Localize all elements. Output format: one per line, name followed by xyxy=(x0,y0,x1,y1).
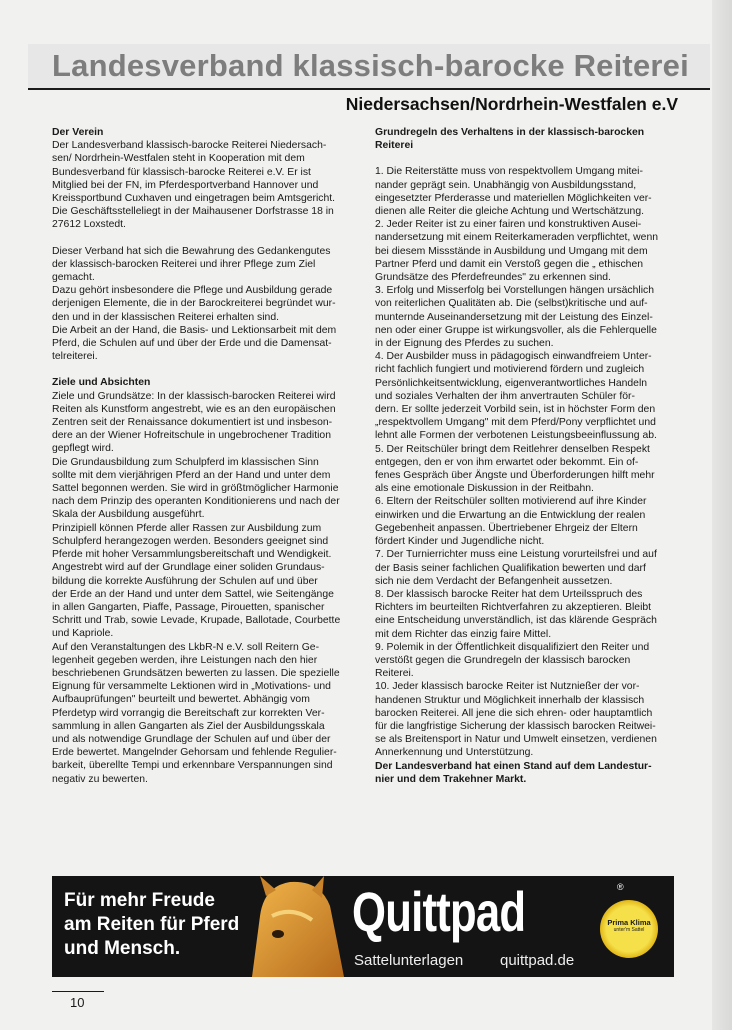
paragraph-gap xyxy=(52,363,356,376)
text-line: 1. Die Reiterstätte muss von respektvollem Umgang mitei- xyxy=(375,166,643,178)
advertisement-banner[interactable] xyxy=(52,876,674,977)
text-line: legenheit gegeben werden, ihre Leistungen nach den hier xyxy=(52,654,318,666)
text-line: der Erde an der Hand und unter dem Sattel, wie Seitengänge xyxy=(52,588,334,600)
page-number-rule xyxy=(52,991,104,992)
text-line: Bundesverband für klassisch-barocke Reiterei e.V. Er ist xyxy=(52,166,311,178)
text-line: einwirken und die Erwartung an die Entwicklung der realen xyxy=(375,509,646,521)
text-line: Eignung für versammelte Lektionen wird in „Motivations- und xyxy=(52,681,331,693)
text-line: und als notwendige Grundlage der Schulen auf und über der xyxy=(52,733,331,745)
text-line: Skala der Ausbildung ausgeführt. xyxy=(52,509,205,521)
page-number: 10 xyxy=(70,995,85,1010)
right-column xyxy=(375,126,675,786)
text-line: Ziele und Absichten xyxy=(52,377,151,389)
text-line: Aufbauprüfungen" beurteilt und bewertet. Abhängig vom xyxy=(52,694,310,706)
page-edge xyxy=(712,0,732,1030)
text-line: 3. Erfolg und Misserfolg bei Vorstellungen hängen ursächlich xyxy=(375,285,654,297)
text-line: sollte mit dem vierjährigen Pferd an der Hand und unter dem xyxy=(52,469,331,481)
text-line: munternde Auseinandersetzung mit der Leistung des Einzel- xyxy=(375,311,653,323)
quality-seal-icon xyxy=(600,900,658,958)
text-line: Richters im beurteilten Richtverfahren zu akzeptieren. Bleibt xyxy=(375,602,652,614)
text-line: 4. Der Ausbilder muss in pädagogisch einwandfreiem Unter- xyxy=(375,351,652,363)
text-line: lehnt alle Formen der verbotenen Leistungsbeeinflussung ab. xyxy=(375,430,657,442)
text-line: von reiterlichen Qualitäten ab. Die (selbst)kritische und auf- xyxy=(375,298,648,310)
text-line: Pferdetyp wird vorrangig die Bereitschaft zur korrekten Ver- xyxy=(52,707,325,719)
text-line: nandersetzung mit einem Reiterkameraden verpflichtet, wenn xyxy=(375,232,659,244)
text-line: dere an der Wiener Hofreitschule in ungebrochener Tradition xyxy=(52,430,331,442)
left-column xyxy=(52,126,356,786)
text-line: 7. Der Turnierrichter muss eine Leistung vorurteilsfrei und auf xyxy=(375,549,657,561)
paragraph-gap xyxy=(52,232,356,245)
text-line: gemacht. xyxy=(52,272,95,284)
text-line: Dazu gehört insbesondere die Pflege und Ausbildung gerade xyxy=(52,285,333,297)
text-line: eingesetzter Pferderasse und materiellen Möglichkeiten ver- xyxy=(375,192,652,204)
text-line: Pferd, die Schulen auf und über der Erde und die Damensat- xyxy=(52,338,332,350)
text-line: für die langfristige Sicherung der klassisch barocken Reitwei- xyxy=(375,720,656,732)
text-line: Pferde mit hoher Versammlungsbereitschaft und Wendigkeit. xyxy=(52,549,332,561)
header-rule xyxy=(28,88,710,90)
section-heading xyxy=(375,126,675,152)
text-line: Reiterei. xyxy=(375,668,414,680)
text-line: barkeit, überellte Tempi und erkennbare Verspannungen sind xyxy=(52,760,333,772)
text-line: Reiterei xyxy=(375,140,414,152)
text-line: Angestrebt wird auf der Grundlage einer soliden Grundaus- xyxy=(52,562,325,574)
text-line: Mitglied bei der FN, im Pferdesportverband Hannover und xyxy=(52,179,319,191)
section-heading xyxy=(52,126,356,139)
section-heading xyxy=(375,760,675,786)
text-line: gepflegt wird. xyxy=(52,443,114,455)
text-line: Persönlichkeitsentwicklung, eigenverantwortliches Handeln xyxy=(375,377,648,389)
ad-brand-name: Quittpad xyxy=(352,880,526,943)
text-line: Reiten als Kunstform angestrebt, wie es an den europäischen xyxy=(52,403,336,415)
text-line: bei diesem Missstände in Ausbildung und Umgang mit dem xyxy=(375,245,648,257)
text-line: Der Landesverband hat einen Stand auf dem Landestur- xyxy=(375,760,652,772)
text-line: der Basis seiner fachlichen Qualifikation bewerten und darf xyxy=(375,562,646,574)
page-title: Landesverband klassisch-barocke Reiterei xyxy=(52,48,689,83)
text-line: Die Grundausbildung zum Schulpferd im klassischen Sinn xyxy=(52,456,319,468)
text-line: Schritt und Trab, sowie Levade, Krupade, Ballotade, Courbette xyxy=(52,615,341,627)
text-line: in allen Gangarten, Piaffe, Passage, Pirouetten, spanischer xyxy=(52,601,325,613)
paragraph-gap xyxy=(375,152,675,165)
text-line: verstößt gegen die Grundregeln der klassisch barocken xyxy=(375,654,631,666)
text-line: Schulpferd herangezogen werden. Besonders geeignet sind xyxy=(52,535,329,547)
text-line: Sattel begonnen werden. Sie wird in größtmöglicher Harmonie xyxy=(52,483,339,495)
text-line: richt fachlich fungiert und motivierend fördern und zugleich xyxy=(375,364,645,376)
text-line: Ziele und Grundsätze: In der klassisch-barocken Reiterei wird xyxy=(52,390,336,402)
text-line: Erde bewertet. Mangelnder Gehorsam und fehlende Regulier- xyxy=(52,747,337,759)
text-line: 5. Der Reitschüler bringt dem Reitlehrer denselben Respekt xyxy=(375,443,650,455)
text-line: Zentren seit der Renaissance dokumentiert ist und insbeson- xyxy=(52,417,333,429)
text-line: Auf den Veranstaltungen des LkbR-N e.V. soll Reitern Ge- xyxy=(52,641,320,653)
ad-tagline-line: und Mensch. xyxy=(64,938,181,959)
ad-tagline-line: Für mehr Freude xyxy=(64,890,215,911)
text-line: mit dem Richter das einzig faire Mittel. xyxy=(375,628,552,640)
text-line: in der Eignung des Pferdes zu suchen. xyxy=(375,338,554,350)
horse-head-image xyxy=(212,876,352,977)
text-line: der klassisch-barocken Reiterei und ihrer Pflege zum Ziel xyxy=(52,258,316,270)
text-line: Kreissportbund Cuxhaven und eingetragen beim Amtsgericht. xyxy=(52,193,336,205)
text-line: als eine emotionale Diskussion in der Reitbahn. xyxy=(375,483,594,495)
text-line: fenes Gespräch über Ängste und Überforderungen hilft mehr xyxy=(375,470,655,482)
text-line: derjenigen Elemente, die in der Barockreiterei begründet wur- xyxy=(52,298,336,310)
text-line: handenen Struktur und Möglichkeit innerhalb der klassisch xyxy=(375,694,645,706)
text-line: „respektvollem Umgang" mit dem Pferd/Pony verpflichtet und xyxy=(375,417,656,429)
text-line: 9. Polemik in der Öffentlichkeit disqualifiziert den Reiter und xyxy=(375,641,650,653)
text-line: Grundsätze des Pferdefreundes" zu erkennen sind. xyxy=(375,272,611,284)
text-line: Die Geschäftsstelleliegt in der Maihausener Dorfstrasse 18 in xyxy=(52,206,334,218)
text-line: 27612 Loxstedt. xyxy=(52,219,126,231)
text-line: Grundregeln des Verhaltens in der klassisch-barocken xyxy=(375,127,645,138)
text-line: und soziales Verhalten der ihm anvertrauten Schüler för- xyxy=(375,390,635,402)
text-line: Gegebenheit anpassen. Übertriebener Ehrgeiz der Eltern xyxy=(375,522,638,534)
paragraph xyxy=(375,165,675,759)
page-subtitle: Niedersachsen/Nordrhein-Westfalen e.V xyxy=(345,94,678,114)
text-line: dienen alle Reiter die gleiche Achtung und Wertschätzung. xyxy=(375,206,644,218)
text-line: Annerkennung und Unterstützung. xyxy=(375,747,534,759)
text-line: se als Breitensport in Natur und Umwelt einsetzen, verdienen xyxy=(375,734,657,746)
text-line: 2. Jeder Reiter ist zu einer fairen und konstruktiven Ausei- xyxy=(375,219,642,231)
text-line: nach dem Prinzip des operanten Konditionierens und nach der xyxy=(52,496,340,508)
seal-subtitle: unter'm Sattel xyxy=(613,927,645,933)
text-line: bildung die korrekte Ausführung der Schulen auf und über xyxy=(52,575,318,587)
text-line: 10. Jeder klassisch barocke Reiter ist Nutznießer der vor- xyxy=(375,681,640,693)
text-line: dern. Er sollte jederzeit Vorbild sein, ist in höchster Form den xyxy=(375,404,656,416)
ad-url[interactable]: quittpad.de xyxy=(500,952,575,969)
paragraph xyxy=(52,390,356,786)
text-line: eine Entscheidung unverständlich, ist das klärende Gespräch xyxy=(375,615,657,627)
text-line: Prinzipiell können Pferde aller Rassen zur Ausbildung zum xyxy=(52,522,322,534)
text-line: Der Landesverband klassisch-barocke Reiterei Niedersach- xyxy=(52,140,327,152)
text-line: sen/ Nordrhein-Westfalen steht in Kooperation mit dem xyxy=(52,153,305,165)
text-line: Die Arbeit an der Hand, die Basis- und Lektionsarbeit mit dem xyxy=(52,324,337,336)
text-line: telreiterei. xyxy=(52,351,98,363)
text-line: Partner Pferd und damit ein Verstoß gegen die „ ethischen xyxy=(375,258,644,270)
paragraph xyxy=(52,245,356,364)
text-line: 6. Eltern der Reitschüler sollten motivierend auf ihre Kinder xyxy=(375,496,647,508)
text-line: nen oder einer Gruppe ist wirkungsvoller, als die Fehlerquelle xyxy=(375,324,657,336)
text-line: entgegen, den er von ihm erwartet oder bekommt. Ein of- xyxy=(375,456,639,468)
text-line: Dieser Verband hat sich die Bewahrung des Gedankengutes xyxy=(52,245,331,257)
registered-mark: ® xyxy=(617,882,624,892)
text-line: negativ zu bewerten. xyxy=(52,773,148,785)
text-line: sammlung in allen Gangarten als Ziel der Ausbildungsskala xyxy=(52,720,325,732)
text-line: Der Verein xyxy=(52,127,104,138)
text-line: den und in der klassischen Reiterei erhalten sind. xyxy=(52,311,279,323)
text-line: barocken Reiterei. All jene die sich ehren- oder hauptamtlich xyxy=(375,707,653,719)
text-line: nander geprägt sein. Unabhängig von Ausbildungsstand, xyxy=(375,179,637,191)
text-line: 8. Der klassisch barocke Reiter hat dem Urteilsspruch des xyxy=(375,588,643,600)
text-line: fördert Kinder und Jugendliche nicht. xyxy=(375,536,545,548)
ad-tagline-line: am Reiten für Pferd xyxy=(64,914,240,935)
text-line: und Kapriole. xyxy=(52,628,114,640)
text-line: nier und dem Trakehner Markt. xyxy=(375,773,527,785)
ad-subtitle: Sattelunterlagen xyxy=(354,952,464,969)
paragraph xyxy=(52,139,356,231)
text-line: beschriebenen Grundsätzen bewerten zu lassen. Die spezielle xyxy=(52,667,340,679)
seal-title: Prima Klima xyxy=(607,918,651,927)
text-line: sich nie dem Verdacht der Befangenheit aussetzen. xyxy=(375,575,613,587)
section-heading xyxy=(52,376,356,389)
